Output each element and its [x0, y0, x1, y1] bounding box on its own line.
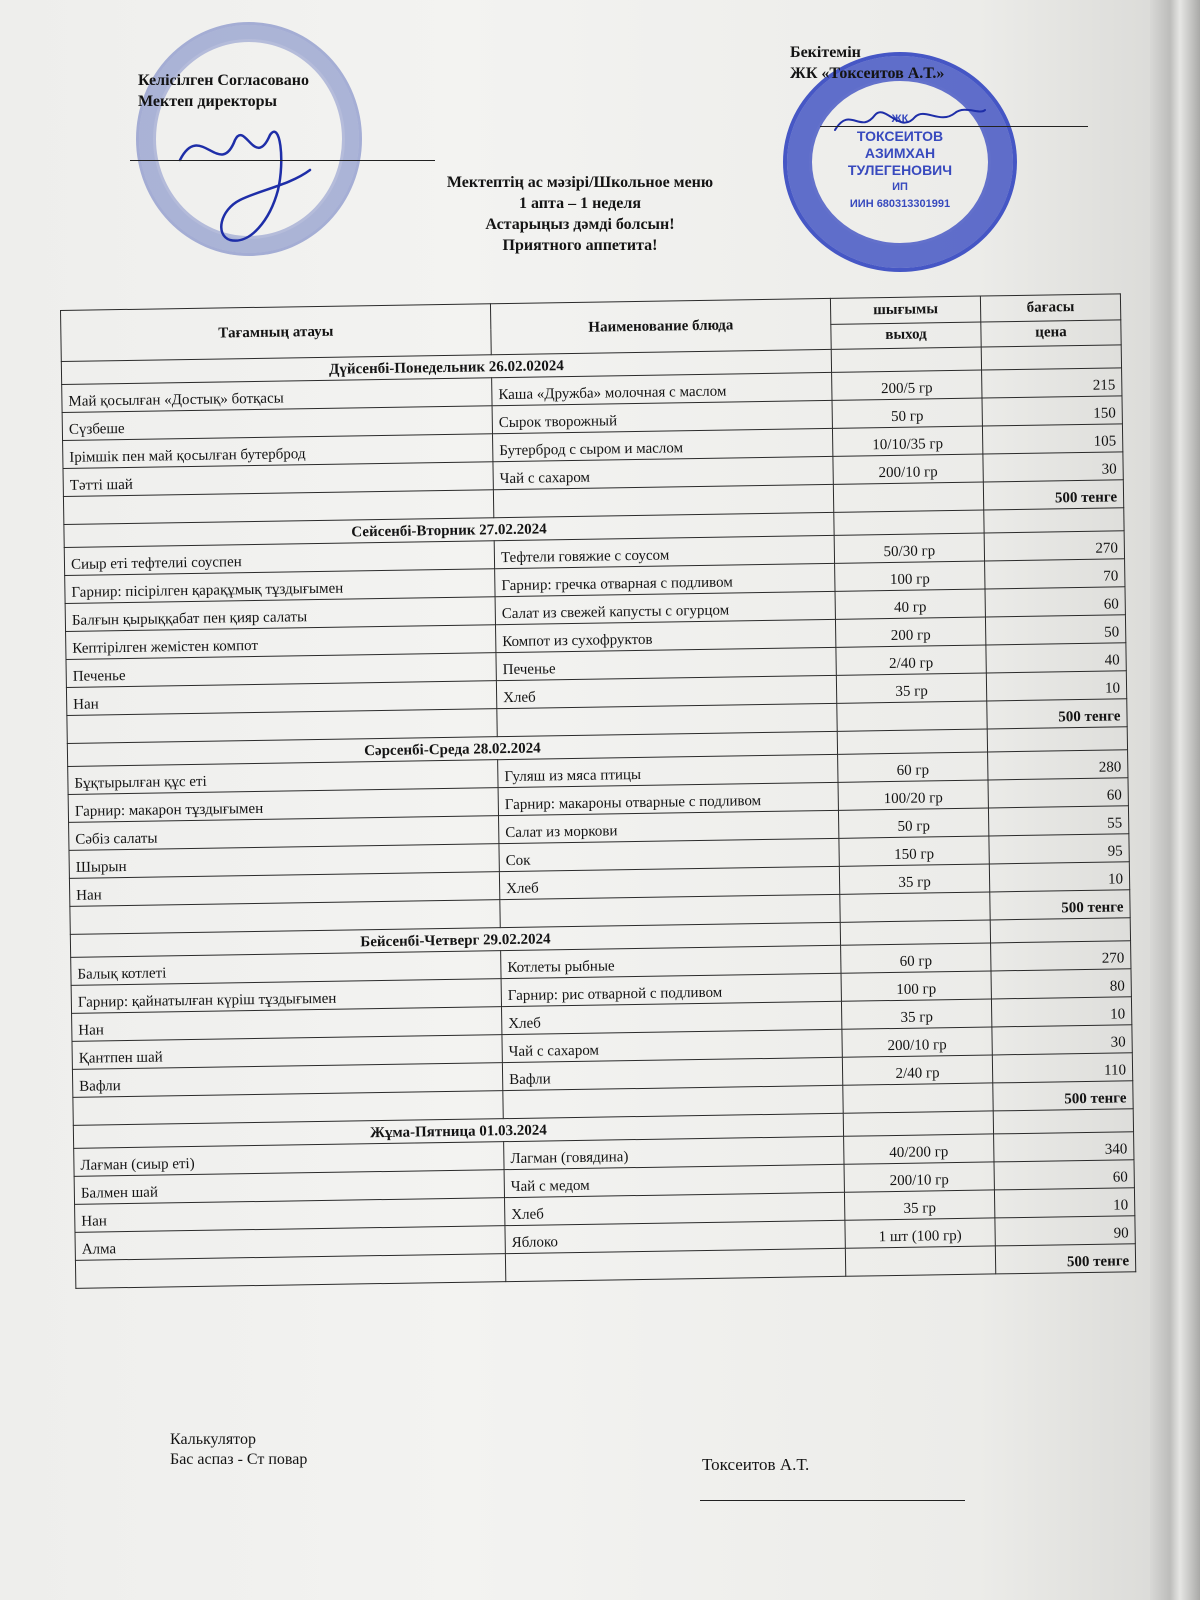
dish-price: 150 — [982, 396, 1122, 426]
dish-name-kz: Нан — [69, 872, 499, 907]
dish-output: 100/20 гр — [838, 780, 988, 810]
empty-cell — [837, 701, 987, 731]
dish-name-kz: Печенье — [66, 653, 496, 688]
dish-name-ru: Лагман (говядина) — [504, 1136, 844, 1169]
title-line-1: Мектептің ас мәзірі/Школьное меню — [446, 174, 714, 191]
dish-name-kz: Лағман (сиыр еті) — [74, 1142, 504, 1177]
dish-name-kz: Балмен шай — [74, 1170, 504, 1205]
dish-price: 30 — [992, 1025, 1132, 1055]
dish-price: 30 — [983, 452, 1123, 482]
stamp-line-6: ИИН 680313301991 — [849, 198, 951, 210]
day-name: Дүйсенбі-Понедельник 26.02.02024 — [61, 349, 831, 384]
stamp-line-4: ТУЛЕГЕНОВИЧ — [847, 162, 953, 178]
dish-name-ru: Каша «Дружба» молочная с маслом — [492, 372, 832, 405]
dish-price: 80 — [991, 969, 1131, 999]
approval-block-right — [790, 42, 944, 84]
col-header-output-kz: шығымы — [830, 296, 980, 324]
day-total: 500 тенге — [990, 890, 1130, 920]
empty-cell — [984, 508, 1124, 533]
stamp-line-1: ЖК — [891, 113, 909, 125]
empty-cell — [831, 347, 981, 372]
dish-output: 40 гр — [835, 589, 985, 619]
footer-left — [170, 1430, 307, 1470]
dish-output: 200/5 гр — [832, 370, 982, 400]
dish-price: 40 — [986, 643, 1126, 673]
approval-block-left — [138, 70, 309, 112]
dish-name-kz: Сәбіз салаты — [69, 816, 499, 851]
dish-name-ru: Печенье — [496, 647, 836, 680]
dish-name-ru: Гуляш из мяса птицы — [498, 754, 838, 787]
dish-name-kz: Гарнир: қайнатылған күріш тұздығымен — [71, 979, 501, 1014]
dish-name-kz: Гарнир: макарон тұздығымен — [68, 788, 498, 823]
dish-price: 90 — [995, 1216, 1135, 1246]
chef-label: Бас аспаз - Ст повар — [170, 1451, 308, 1468]
stamp-line-3: АЗИМХАН — [864, 145, 936, 161]
dish-price: 340 — [994, 1132, 1134, 1162]
empty-cell — [505, 1248, 845, 1281]
empty-cell — [833, 482, 983, 512]
director-signature — [160, 100, 320, 250]
dish-output: 50/30 гр — [834, 533, 984, 563]
day-total: 500 тенге — [993, 1081, 1133, 1111]
day-total: 500 тенге — [995, 1244, 1135, 1274]
empty-cell — [843, 1083, 993, 1113]
dish-output: 40/200 гр — [844, 1134, 994, 1164]
dish-output: 100 гр — [835, 561, 985, 591]
dish-name-ru: Чай с сахаром — [493, 456, 833, 489]
dish-output: 10/10/35 гр — [832, 426, 982, 456]
col-header-kz: Тағамның атауы — [61, 304, 492, 362]
dish-output: 200 гр — [835, 617, 985, 647]
company-label: ЖК «Токсеитов А.Т.» — [790, 65, 945, 82]
empty-cell — [834, 510, 984, 535]
dish-name-kz: Алма — [75, 1226, 505, 1261]
dish-output: 200/10 гр — [842, 1027, 992, 1057]
dish-output: 50 гр — [832, 398, 982, 428]
stamp-line-2: ТОКСЕИТОВ — [856, 128, 944, 144]
dish-name-ru: Чай с медом — [504, 1164, 844, 1197]
dish-name-ru: Тефтели говяжие с соусом — [494, 535, 834, 568]
dish-name-ru: Хлеб — [501, 1001, 841, 1034]
empty-cell — [981, 345, 1121, 370]
dish-price: 110 — [992, 1053, 1132, 1083]
col-header-price-kz: бағасы — [980, 294, 1120, 322]
dish-name-ru: Салат из свежей капусты с огурцом — [495, 591, 835, 624]
dish-price: 10 — [994, 1188, 1134, 1218]
dish-name-kz: Қантпен шай — [72, 1035, 502, 1070]
day-total: 500 тенге — [987, 699, 1127, 729]
menu-title — [380, 172, 780, 256]
dish-name-kz: Сүзбеше — [62, 406, 492, 441]
dish-name-kz: Нан — [66, 681, 496, 716]
dish-name-kz: Нан — [72, 1007, 502, 1042]
col-header-ru: Наименование блюда — [490, 298, 831, 354]
dish-price: 10 — [991, 997, 1131, 1027]
signature-line-footer — [700, 1500, 965, 1501]
dish-name-kz: Бұқтырылған құс еті — [68, 760, 498, 795]
dish-name-kz: Гарнир: пісірілген қарақұмық тұздығымен — [65, 569, 495, 604]
dish-output: 60 гр — [841, 943, 991, 973]
title-line-4: Приятного аппетита! — [502, 237, 658, 254]
dish-name-kz: Шырын — [69, 844, 499, 879]
dish-name-ru: Гарнир: макароны отварные с подливом — [498, 782, 838, 815]
dish-output: 35 гр — [836, 673, 986, 703]
dish-price: 95 — [989, 834, 1129, 864]
dish-output: 50 гр — [838, 808, 988, 838]
dish-name-ru: Сок — [499, 838, 839, 871]
day-name: Жұма-Пятница 01.03.2024 — [73, 1113, 843, 1148]
dish-name-kz: Балғын қырыққабат пен қияр салаты — [65, 597, 495, 632]
empty-cell — [840, 920, 990, 945]
title-line-3: Астарыңыз дәмді болсын! — [485, 216, 675, 233]
dish-price: 50 — [985, 615, 1125, 645]
approve-label: Бекітемін — [790, 44, 861, 61]
dish-name-kz: Вафли — [72, 1063, 502, 1098]
calculator-label: Калькулятор — [170, 1431, 256, 1448]
dish-price: 70 — [985, 559, 1125, 589]
empty-cell — [845, 1246, 995, 1276]
dish-output: 60 гр — [838, 752, 988, 782]
dish-output: 200/10 гр — [844, 1162, 994, 1192]
dish-name-ru: Компот из сухофруктов — [495, 619, 835, 652]
day-name: Бейсенбі-Четверг 29.02.2024 — [70, 922, 840, 957]
dish-output: 35 гр — [841, 999, 991, 1029]
dish-name-ru: Хлеб — [496, 675, 836, 708]
dish-output: 35 гр — [839, 864, 989, 894]
dish-name-ru: Сырок творожный — [492, 400, 832, 433]
dish-price: 55 — [988, 806, 1128, 836]
owner-signature — [830, 95, 990, 145]
empty-cell — [843, 1111, 993, 1136]
dish-name-ru: Вафли — [502, 1057, 842, 1090]
dish-output: 2/40 гр — [836, 645, 986, 675]
dish-name-kz: Май қосылған «Достық» ботқасы — [62, 378, 492, 413]
dish-price: 60 — [994, 1160, 1134, 1190]
dish-price: 270 — [984, 531, 1124, 561]
dish-name-ru: Чай с сахаром — [502, 1029, 842, 1062]
day-name: Сейсенбі-Вторник 27.02.2024 — [64, 512, 834, 547]
agreed-label: Келісілген Согласовано — [138, 72, 309, 89]
menu-table-body — [61, 345, 1135, 1289]
page-edge — [1150, 0, 1200, 1600]
dish-name-kz: Кептірілген жемістен компот — [66, 625, 496, 660]
dish-price: 10 — [989, 862, 1129, 892]
empty-cell — [840, 892, 990, 922]
dish-price: 280 — [988, 750, 1128, 780]
company-stamp — [783, 52, 1017, 272]
dish-price: 105 — [982, 424, 1122, 454]
dish-name-ru: Яблоко — [505, 1220, 845, 1253]
day-name: Сәрсенбі-Среда 28.02.2024 — [67, 731, 837, 766]
dish-name-ru: Хлеб — [499, 866, 839, 899]
menu-table — [60, 293, 1136, 1289]
dish-name-ru: Гарнир: рис отварной с подливом — [501, 973, 841, 1006]
dish-name-kz: Балық котлеті — [71, 951, 501, 986]
dish-output: 2/40 гр — [842, 1055, 992, 1085]
dish-price: 60 — [988, 778, 1128, 808]
dish-name-ru: Салат из моркови — [498, 810, 838, 843]
dish-output: 100 гр — [841, 971, 991, 1001]
dish-name-kz: Ірімшік пен май қосылған бутерброд — [63, 434, 493, 469]
title-line-2: 1 апта – 1 неделя — [519, 195, 641, 212]
dish-output: 200/10 гр — [833, 454, 983, 484]
dish-name-ru: Котлеты рыбные — [501, 945, 841, 978]
empty-cell — [837, 729, 987, 754]
col-header-output-ru: выход — [831, 322, 981, 350]
dish-output: 150 гр — [839, 836, 989, 866]
dish-name-kz: Тәтті шай — [63, 462, 493, 497]
director-label: Мектеп директоры — [138, 93, 277, 110]
col-header-price-ru: цена — [981, 319, 1121, 347]
dish-name-ru: Гарнир: гречка отварная с подливом — [495, 563, 835, 596]
dish-name-ru: Бутерброд с сыром и маслом — [492, 428, 832, 461]
signature-line-right — [820, 126, 1088, 127]
dish-name-kz: Нан — [75, 1198, 505, 1233]
dish-output: 1 шт (100 гр) — [845, 1218, 995, 1248]
dish-price: 215 — [982, 368, 1122, 398]
footer-signatory: Токсеитов А.Т. — [702, 1455, 810, 1474]
dish-price: 270 — [991, 941, 1131, 971]
stamp-line-5: ИП — [892, 181, 908, 193]
dish-name-kz: Сиыр еті тефтелиі соуспен — [64, 541, 494, 576]
dish-price: 60 — [985, 587, 1125, 617]
empty-cell — [987, 727, 1127, 752]
dish-name-ru: Хлеб — [504, 1192, 844, 1225]
day-total: 500 тенге — [983, 480, 1123, 510]
empty-cell — [993, 1109, 1133, 1134]
signature-line-left — [130, 160, 435, 161]
empty-cell — [990, 918, 1130, 943]
dish-output: 35 гр — [844, 1190, 994, 1220]
dish-price: 10 — [986, 671, 1126, 701]
